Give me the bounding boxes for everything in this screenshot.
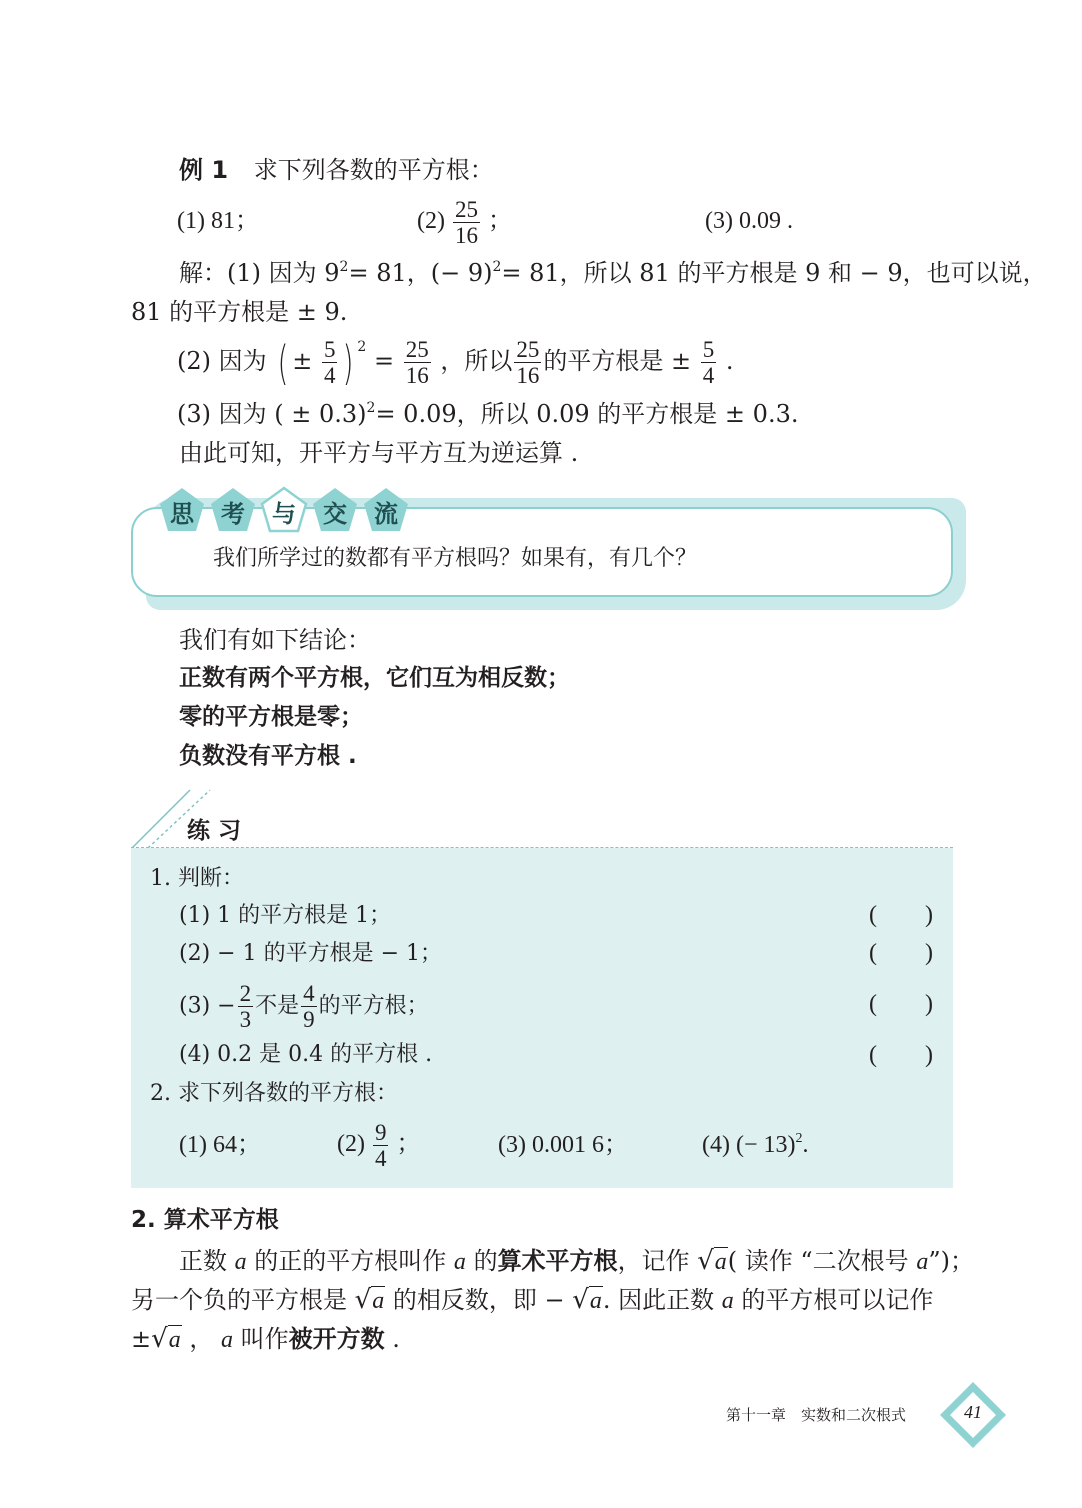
practice-q2-item: (1) 64；: [179, 1132, 261, 1158]
section-paragraph-line-1: [179, 1246, 974, 1277]
answer-blank-open[interactable]: (: [869, 991, 877, 1017]
solution-text: = 81，(− 9): [348, 259, 493, 287]
denominator: 16: [454, 223, 478, 248]
radicand: a: [372, 1288, 385, 1315]
exponent: 2: [339, 259, 349, 275]
example-item-2-label: (2): [417, 208, 445, 235]
answer-blank-close[interactable]: ): [925, 902, 933, 928]
solution-text: (2) 因为: [177, 347, 267, 375]
solution-text: (3) 因为 ( ± 0.3): [177, 400, 367, 428]
solution-text: 解：(1) 因为 9: [179, 259, 340, 287]
conclusion-intro: 我们有如下结论：: [179, 626, 371, 654]
radicand: a: [589, 1288, 602, 1315]
radicand: a: [168, 1327, 181, 1354]
numerator: 5: [702, 337, 715, 362]
example-label: 例 1: [179, 156, 229, 184]
practice-q2-item: [702, 1131, 809, 1160]
practice-q1-item: (2) − 1 的平方根是 − 1；: [179, 941, 442, 966]
think-char: 考: [221, 500, 245, 528]
period: .: [725, 347, 734, 375]
section-paragraph-line-3: [131, 1324, 400, 1355]
answer-blank-open[interactable]: (: [869, 1042, 877, 1068]
sqrt-a: [151, 1324, 182, 1355]
text: 的平方根可以记作: [741, 1286, 934, 1314]
solution-line-4: [177, 400, 798, 429]
exponent: 2: [366, 400, 376, 416]
practice-q2: 2. 求下列各数的平方根：: [150, 1081, 398, 1106]
think-char-badge: [362, 486, 410, 534]
example-item-3: (3) 0.09 .: [705, 208, 793, 234]
section-title: 2. 算术平方根: [131, 1207, 279, 1233]
text: ( 读作 “二次根号: [727, 1247, 909, 1275]
right-paren: ): [343, 335, 354, 390]
text: ，记作: [617, 1247, 690, 1275]
solution-line-1: [179, 259, 1047, 288]
answer-blank-open[interactable]: (: [869, 902, 877, 928]
item-text: ；: [396, 1131, 421, 1158]
radical-sign: √: [354, 1285, 372, 1315]
practice-q1-item: (1) 1 的平方根是 1；: [179, 903, 392, 928]
numerator: 25: [516, 337, 540, 362]
exponent: 2: [357, 339, 367, 355]
solution-text: 的平方根是 ±: [543, 347, 692, 375]
denominator: 16: [405, 363, 429, 388]
think-char-badge: [158, 486, 206, 534]
practice-q1-item: (4) 0.2 是 0.4 的平方根 .: [179, 1042, 433, 1067]
practice-divider: [131, 847, 953, 848]
fraction-2-3: [238, 982, 254, 1031]
conclusion-rule: 零的平方根是零；: [179, 704, 363, 730]
fraction-4-9: [301, 982, 317, 1031]
item-text: (4) (− 13): [702, 1132, 796, 1158]
left-paren: (: [277, 335, 289, 390]
example-heading: [179, 156, 494, 185]
fraction-5-4: [701, 338, 717, 387]
practice-q1: 1. 判断：: [150, 866, 244, 891]
section-paragraph-line-2: [131, 1285, 933, 1316]
denominator: 4: [323, 363, 336, 388]
denominator: 4: [374, 1146, 387, 1171]
think-char: 流: [374, 500, 398, 528]
radicand: a: [714, 1249, 727, 1276]
variable-a: a: [453, 1249, 466, 1275]
example-item-2: [417, 198, 512, 247]
term-arithmetic-square-root: 算术平方根: [497, 1247, 618, 1275]
think-question: 我们所学过的数都有平方根吗？如果有，有几个？: [213, 546, 698, 571]
text: 另一个负的平方根是: [131, 1286, 347, 1314]
text: . 因此正数: [602, 1286, 715, 1314]
practice-q1-item: [179, 982, 429, 1031]
practice-title: 练 习: [187, 818, 242, 844]
text: 正数: [179, 1247, 227, 1275]
radical-sign: √: [572, 1285, 589, 1315]
denominator: 16: [516, 363, 540, 388]
example-item-1: (1) 81；: [177, 208, 259, 234]
chapter-footer: 第十一章 实数和二次根式: [726, 1406, 907, 1424]
numerator: 25: [405, 337, 429, 362]
item-text: (3) −: [179, 993, 236, 1019]
think-char-badge: [311, 486, 359, 534]
variable-a: a: [234, 1249, 247, 1275]
fraction-25-16: [453, 198, 480, 247]
sqrt-a: [572, 1285, 603, 1316]
text: 的相反数，即 −: [392, 1286, 565, 1314]
variable-a: a: [916, 1249, 929, 1275]
think-char: 思: [170, 500, 194, 528]
exponent: 2: [795, 1131, 803, 1146]
fraction-9-4: [373, 1121, 389, 1170]
solution-text: ，所以: [440, 347, 513, 375]
term-radicand: 被开方数: [288, 1325, 385, 1353]
plus-minus: ±: [292, 347, 313, 375]
fraction-25-16: [514, 338, 541, 387]
conclusion-rule: 负数没有平方根 .: [179, 743, 357, 769]
solution-line-2: 81 的平方根是 ± 9.: [131, 298, 348, 326]
variable-a: a: [721, 1288, 734, 1314]
page-number: 41: [964, 1402, 982, 1422]
solution-text: = 0.09，所以 0.09 的平方根是 ± 0.3.: [375, 400, 799, 428]
numerator: 5: [323, 337, 336, 362]
think-char-badge: [260, 486, 308, 534]
item-text: 的平方根；: [318, 993, 429, 1019]
think-char-badge: [209, 486, 257, 534]
numerator: 4: [303, 981, 315, 1006]
text: ，: [189, 1325, 214, 1353]
think-char: 与: [272, 500, 296, 528]
think-char: 交: [323, 500, 347, 528]
answer-blank-close[interactable]: ): [925, 991, 933, 1017]
radical-sign: √: [697, 1246, 714, 1276]
text: 的正的平方根叫作: [254, 1247, 447, 1275]
exponent: 2: [492, 259, 502, 275]
item-text: 不是: [255, 993, 300, 1019]
sqrt-a: [355, 1285, 386, 1316]
answer-blank-open[interactable]: (: [869, 940, 877, 966]
practice-q2-item: [337, 1121, 420, 1170]
text: .: [392, 1325, 400, 1353]
fraction-5-4: [322, 338, 338, 387]
equals: =: [373, 347, 395, 375]
solution-line-5: 由此可知，开平方与平方互为逆运算 .: [179, 439, 579, 467]
text: 的: [473, 1247, 498, 1275]
numerator: 25: [454, 197, 478, 222]
numerator: 9: [374, 1120, 387, 1145]
answer-blank-close[interactable]: ): [925, 940, 933, 966]
plus-minus: ±: [131, 1325, 152, 1353]
item-text: (2): [337, 1131, 365, 1158]
sqrt-a: [697, 1246, 728, 1277]
conclusion-rule: 正数有两个平方根，它们互为相反数；: [179, 665, 570, 691]
variable-a: a: [220, 1327, 233, 1353]
text: 叫作: [240, 1325, 289, 1353]
example-item-2-sep: ；: [487, 208, 512, 235]
solution-text: = 81，所以 81 的平方根是 9 和 − 9，也可以说，: [501, 259, 1047, 287]
example-prompt: 求下列各数的平方根：: [253, 156, 494, 184]
answer-blank-close[interactable]: ): [925, 1042, 933, 1068]
numerator: 2: [239, 981, 252, 1006]
denominator: 4: [702, 363, 715, 388]
solution-line-3: [177, 335, 734, 390]
denominator: 3: [239, 1007, 252, 1032]
fraction-25-16: [404, 338, 431, 387]
denominator: 9: [303, 1007, 315, 1032]
item-text: .: [802, 1132, 809, 1158]
practice-q2-item: (3) 0.001 6；: [498, 1132, 628, 1158]
text: ”)；: [928, 1247, 974, 1275]
radical-sign: √: [151, 1324, 168, 1354]
